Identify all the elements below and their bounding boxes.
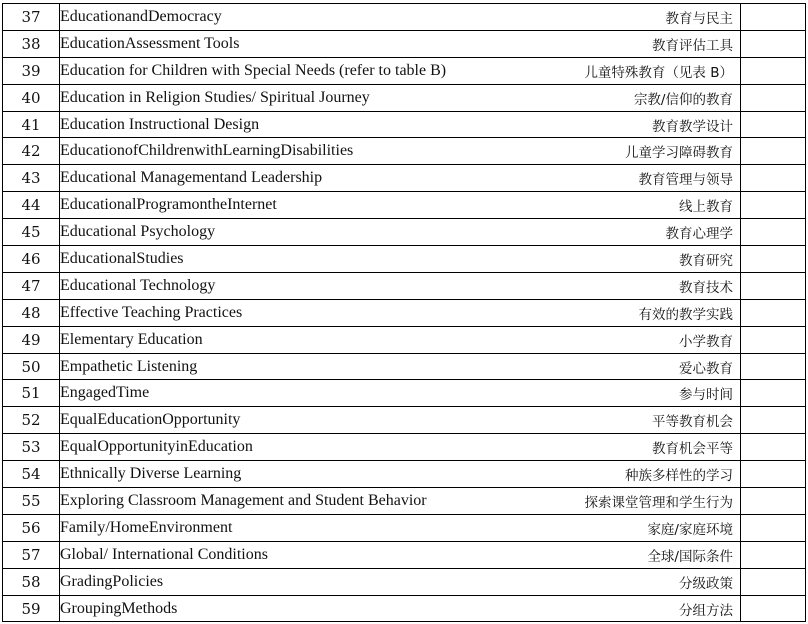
table-row xyxy=(3,272,806,299)
course-name-chinese: 种族多样性的学习 xyxy=(625,468,733,485)
row-number: 39 xyxy=(3,57,60,84)
table-row xyxy=(3,568,806,595)
course-name-cell xyxy=(60,514,741,541)
row-number: 37 xyxy=(3,4,60,31)
course-name-chinese: 儿童学习障碍教育 xyxy=(625,145,733,162)
course-name-english: Educational Technology xyxy=(60,276,216,294)
course-name-chinese: 小学教育 xyxy=(679,333,733,350)
course-name-cell xyxy=(60,541,741,568)
table-row xyxy=(3,407,806,434)
course-name-english: Educational Psychology xyxy=(60,223,216,241)
course-name-chinese: 参与时间 xyxy=(679,387,733,404)
course-name-chinese: 教育管理与领导 xyxy=(638,172,733,189)
course-name-cell xyxy=(60,326,741,353)
table-row xyxy=(3,299,806,326)
empty-cell xyxy=(741,246,806,273)
course-name-cell xyxy=(60,246,741,273)
course-name-cell xyxy=(60,434,741,461)
course-name-cell xyxy=(60,219,741,246)
course-name-cell xyxy=(60,461,741,488)
row-number: 52 xyxy=(3,407,60,434)
course-name-cell xyxy=(60,299,741,326)
table-row xyxy=(3,165,806,192)
row-number: 49 xyxy=(3,326,60,353)
course-name-english: EqualOpportunityinEducation xyxy=(60,438,253,456)
course-name-cell xyxy=(60,272,741,299)
table-row xyxy=(3,4,806,31)
course-name-cell xyxy=(60,407,741,434)
course-name-english: Education Instructional Design xyxy=(60,115,260,133)
course-name-english: EducationAssessment Tools xyxy=(60,34,240,52)
row-number: 42 xyxy=(3,138,60,165)
course-name-chinese: 教育心理学 xyxy=(665,226,733,243)
course-name-cell xyxy=(60,111,741,138)
empty-cell xyxy=(741,595,806,622)
row-number: 53 xyxy=(3,434,60,461)
table-row xyxy=(3,138,806,165)
course-name-english: Education in Religion Studies/ Spiritual Journey xyxy=(60,88,370,106)
course-name-cell xyxy=(60,4,741,31)
course-name-chinese: 儿童特殊教育（见表 B） xyxy=(584,64,733,81)
table-row xyxy=(3,30,806,57)
empty-cell xyxy=(741,541,806,568)
row-number: 54 xyxy=(3,461,60,488)
empty-cell xyxy=(741,30,806,57)
row-number: 38 xyxy=(3,30,60,57)
course-name-chinese: 教育与民主 xyxy=(665,10,733,27)
course-name-cell xyxy=(60,30,741,57)
empty-cell xyxy=(741,192,806,219)
row-number: 45 xyxy=(3,219,60,246)
empty-cell xyxy=(741,353,806,380)
course-name-chinese: 教育研究 xyxy=(679,252,733,269)
course-name-english: Elementary Education xyxy=(60,330,203,348)
empty-cell xyxy=(741,488,806,515)
empty-cell xyxy=(741,219,806,246)
course-name-english: Education for Children with Special Needs (refer to table B) xyxy=(60,61,447,79)
table-row xyxy=(3,595,806,622)
course-name-english: Effective Teaching Practices xyxy=(60,303,243,321)
course-name-chinese: 线上教育 xyxy=(679,199,733,216)
course-name-english: Exploring Classroom Management and Student Behavior xyxy=(60,491,427,509)
course-name-chinese: 分级政策 xyxy=(679,575,733,592)
table-row xyxy=(3,461,806,488)
course-name-cell xyxy=(60,57,741,84)
course-name-cell xyxy=(60,192,741,219)
empty-cell xyxy=(741,514,806,541)
course-name-english: Global/ International Conditions xyxy=(60,545,268,563)
row-number: 58 xyxy=(3,568,60,595)
row-number: 57 xyxy=(3,541,60,568)
course-name-english: EducationofChildrenwithLearningDisabilities xyxy=(60,142,354,160)
row-number: 46 xyxy=(3,246,60,273)
course-name-english: EqualEducationOpportunity xyxy=(60,411,241,429)
empty-cell xyxy=(741,4,806,31)
course-name-english: GradingPolicies xyxy=(60,572,164,590)
empty-cell xyxy=(741,326,806,353)
table-row xyxy=(3,192,806,219)
empty-cell xyxy=(741,138,806,165)
course-name-cell xyxy=(60,138,741,165)
table-body xyxy=(3,4,806,622)
empty-cell xyxy=(741,434,806,461)
empty-cell xyxy=(741,407,806,434)
course-name-english: Educational Managementand Leadership xyxy=(60,169,323,187)
course-name-chinese: 教育教学设计 xyxy=(652,118,733,135)
table-row xyxy=(3,541,806,568)
table-row xyxy=(3,84,806,111)
course-name-chinese: 全球/国际条件 xyxy=(647,548,733,565)
row-number: 47 xyxy=(3,272,60,299)
table-row xyxy=(3,326,806,353)
course-name-cell xyxy=(60,353,741,380)
table-row xyxy=(3,57,806,84)
course-name-chinese: 探索课堂管理和学生行为 xyxy=(584,494,733,511)
empty-cell xyxy=(741,299,806,326)
course-name-english: EducationalStudies xyxy=(60,249,184,267)
row-number: 59 xyxy=(3,595,60,622)
course-name-chinese: 宗教/信仰的教育 xyxy=(633,91,733,108)
table-row xyxy=(3,488,806,515)
empty-cell xyxy=(741,57,806,84)
row-number: 51 xyxy=(3,380,60,407)
course-name-cell xyxy=(60,595,741,622)
course-name-english: Empathetic Listening xyxy=(60,357,198,375)
empty-cell xyxy=(741,165,806,192)
row-number: 44 xyxy=(3,192,60,219)
row-number: 40 xyxy=(3,84,60,111)
empty-cell xyxy=(741,380,806,407)
table-row xyxy=(3,353,806,380)
table-row xyxy=(3,111,806,138)
course-name-chinese: 爱心教育 xyxy=(679,360,733,377)
course-name-english: EducationalProgramontheInternet xyxy=(60,196,277,214)
course-name-cell xyxy=(60,568,741,595)
course-name-chinese: 家庭/家庭环境 xyxy=(647,521,733,538)
course-table xyxy=(2,3,806,622)
course-name-chinese: 分组方法 xyxy=(679,602,733,619)
course-name-chinese: 平等教育机会 xyxy=(652,414,733,431)
row-number: 55 xyxy=(3,488,60,515)
table-row xyxy=(3,380,806,407)
course-name-english: GroupingMethods xyxy=(60,599,178,617)
table-row xyxy=(3,434,806,461)
row-number: 48 xyxy=(3,299,60,326)
course-name-chinese: 教育评估工具 xyxy=(652,37,733,54)
course-name-english: EducationandDemocracy xyxy=(60,7,222,25)
empty-cell xyxy=(741,272,806,299)
course-name-chinese: 教育机会平等 xyxy=(652,441,733,458)
course-name-chinese: 有效的教学实践 xyxy=(638,306,733,323)
course-name-english: Ethnically Diverse Learning xyxy=(60,465,242,483)
row-number: 43 xyxy=(3,165,60,192)
empty-cell xyxy=(741,461,806,488)
empty-cell xyxy=(741,84,806,111)
table-row xyxy=(3,219,806,246)
empty-cell xyxy=(741,111,806,138)
empty-cell xyxy=(741,568,806,595)
course-name-cell xyxy=(60,84,741,111)
course-name-cell xyxy=(60,380,741,407)
table-row xyxy=(3,514,806,541)
row-number: 50 xyxy=(3,353,60,380)
row-number: 41 xyxy=(3,111,60,138)
course-name-cell xyxy=(60,488,741,515)
course-name-cell xyxy=(60,165,741,192)
course-name-english: Family/HomeEnvironment xyxy=(60,518,233,536)
course-name-english: EngagedTime xyxy=(60,384,150,402)
row-number: 56 xyxy=(3,514,60,541)
table-row xyxy=(3,246,806,273)
course-name-chinese: 教育技术 xyxy=(679,279,733,296)
